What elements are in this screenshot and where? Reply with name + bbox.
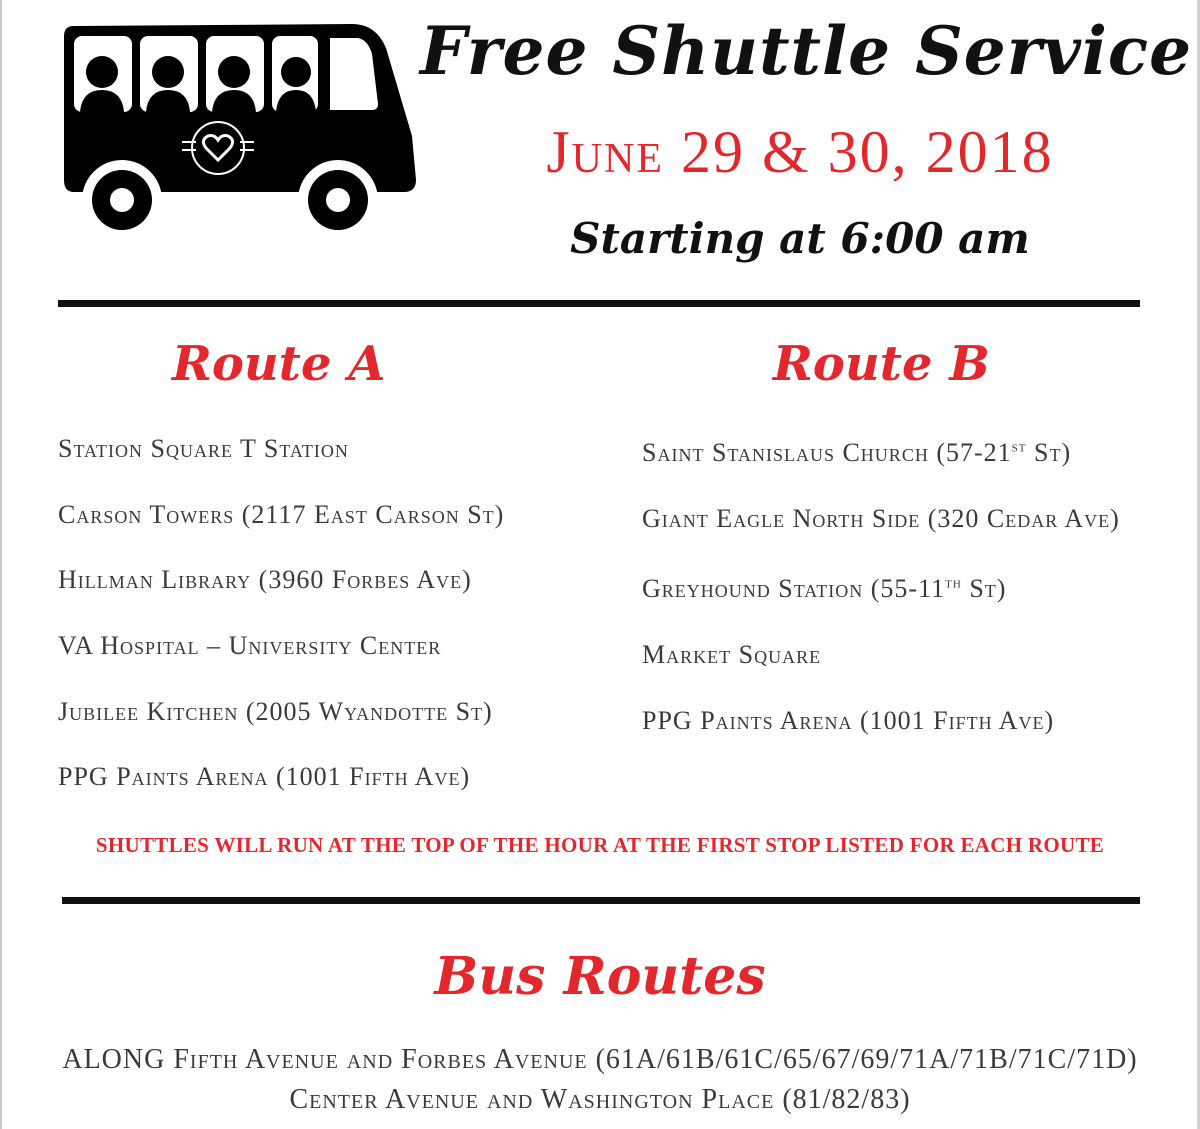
bus-route-line: Center Avenue and Washington Place (81/82/83) (289, 1084, 911, 1115)
bus-routes-heading: Bus Routes (434, 946, 766, 1007)
route-stop: Greyhound Station (55-11th St) (642, 574, 1007, 603)
schedule-note: SHUTTLES WILL RUN AT THE TOP OF THE HOUR AT THE FIRST STOP LISTED FOR EACH ROUTE (95, 833, 1105, 857)
route-stop: PPG Paints Arena (1001 Fifth Ave) (642, 706, 1055, 735)
route-stop: PPG Paints Arena (1001 Fifth Ave) (58, 762, 471, 791)
route-stop: Saint Stanislaus Church (57-21st St) (642, 438, 1072, 467)
route-stop: Hillman Library (3960 Forbes Ave) (58, 565, 472, 594)
page-title: Free Shuttle Service (420, 12, 1193, 90)
route-stop: Carson Towers (2117 East Carson St) (58, 500, 505, 529)
event-dates: June 29 & 30, 2018 (546, 119, 1054, 185)
shuttle-bus-icon (60, 18, 420, 240)
route-stop: Station Square T Station (58, 434, 349, 463)
divider-bottom (62, 897, 1140, 904)
route-stop: Jubilee Kitchen (2005 Wyandotte St) (58, 697, 493, 726)
start-time: Starting at 6:00 am (570, 214, 1030, 263)
bus-route-line: ALONG Fifth Avenue and Forbes Avenue (61A/61B/61C/65/67/69/71A/71B/71C/71D) (62, 1044, 1138, 1075)
route-stop: Market Square (642, 640, 822, 669)
divider-top (58, 300, 1140, 307)
route-a-heading: Route A (172, 336, 386, 392)
route-stop: Giant Eagle North Side (320 Cedar Ave) (642, 504, 1120, 533)
route-b-heading: Route B (773, 336, 990, 392)
route-stop: VA Hospital – University Center (58, 631, 442, 660)
